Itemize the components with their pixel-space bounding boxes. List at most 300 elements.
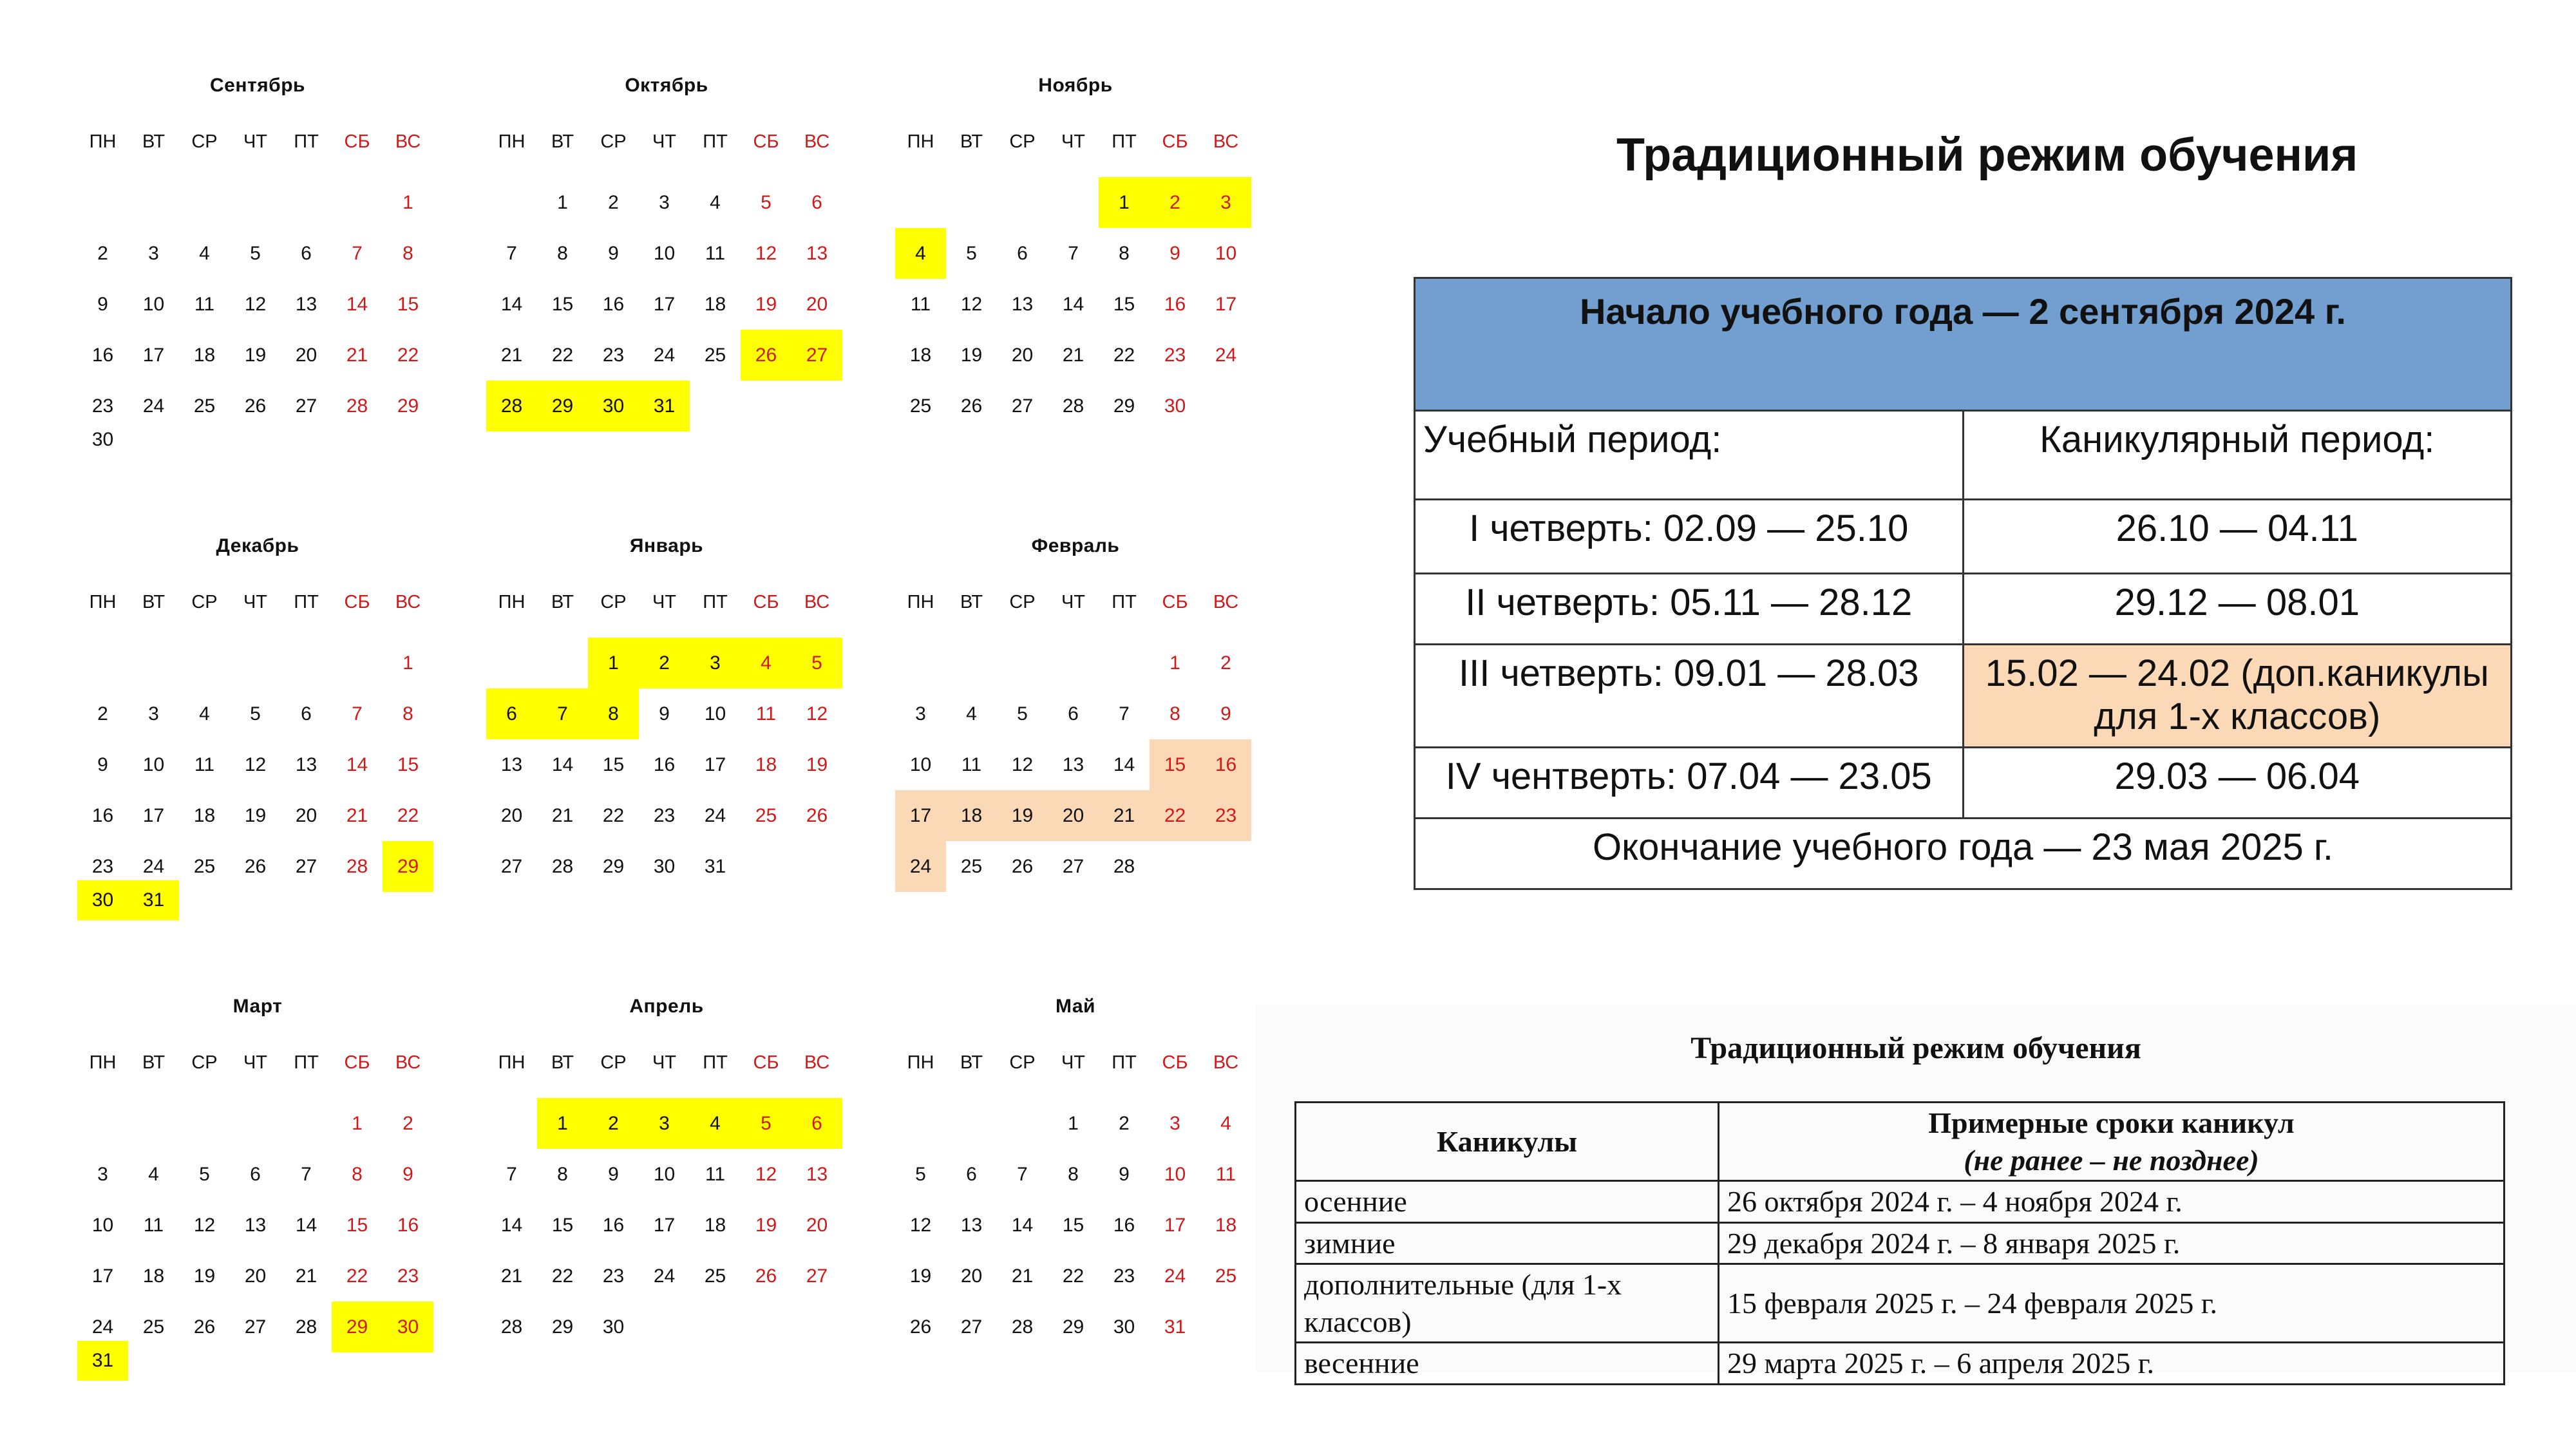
calendar-day: 25 <box>909 395 932 417</box>
calendar-day: 5 <box>915 1163 926 1185</box>
scan-row-dates: 29 марта 2025 г. – 6 апреля 2025 г. <box>1718 1343 2504 1385</box>
calendar-day: 11 <box>194 753 215 775</box>
calendar-day: 27 <box>960 1316 983 1338</box>
calendar-day: 16 <box>602 1214 625 1236</box>
calendar-day: 7 <box>301 1163 312 1185</box>
calendar-day: 12 <box>1011 753 1034 775</box>
calendar-day: 6 <box>1017 242 1028 264</box>
calendar-day: 3 <box>690 638 741 688</box>
calendar-day: 18 <box>946 790 997 841</box>
calendar-day: 23 <box>653 804 676 826</box>
calendar-day: 24 <box>142 395 165 417</box>
calendar-day: 21 <box>346 344 368 366</box>
calendar-day: 4 <box>895 228 946 279</box>
calendar-day: 16 <box>602 293 625 315</box>
calendar-day: 6 <box>301 242 312 264</box>
calendar-day: 27 <box>500 855 523 877</box>
scan-row <box>1296 1343 2505 1385</box>
calendar-day: 22 <box>551 1265 574 1287</box>
calendar-day: 15 <box>551 293 574 315</box>
calendar-day: 31 <box>639 381 690 431</box>
weekday-label: СБ <box>1162 131 1188 152</box>
calendar-day: 21 <box>500 1265 523 1287</box>
calendar-day: 11 <box>1215 1163 1236 1185</box>
calendar-day: 9 <box>97 753 108 775</box>
calendar-day: 17 <box>142 344 165 366</box>
calendar-day: 12 <box>755 1163 777 1185</box>
schedule-row <box>1415 748 2512 819</box>
calendar-day: 6 <box>1068 703 1079 724</box>
calendar-day: 21 <box>500 344 523 366</box>
calendar-day: 25 <box>755 804 777 826</box>
calendar-day: 13 <box>1011 293 1034 315</box>
holiday-3: 15.02 — 24.02 (доп.каникулы для 1-х классов) <box>1963 645 2512 748</box>
calendar-day: 4 <box>966 703 977 724</box>
weekday-label: ЧТ <box>243 591 268 612</box>
calendar-day: 22 <box>1113 344 1135 366</box>
calendar-day: 9 <box>1170 242 1180 264</box>
weekday-label: СБ <box>753 1052 779 1073</box>
calendar-day: 24 <box>1215 344 1237 366</box>
calendar-day: 13 <box>806 1163 828 1185</box>
calendar-day: 27 <box>1062 855 1084 877</box>
calendar-day: 1 <box>1170 652 1180 674</box>
calendar-day: 17 <box>653 293 676 315</box>
calendar-day: 27 <box>806 1265 828 1287</box>
calendar-day: 8 <box>402 242 413 264</box>
schedule-row <box>1415 574 2512 645</box>
month-title: Январь <box>629 535 704 556</box>
scan-row-name: весенние <box>1296 1343 1719 1385</box>
calendar-day: 7 <box>352 703 363 724</box>
calendar-day: 10 <box>142 293 165 315</box>
calendar-day: 19 <box>909 1265 932 1287</box>
calendar-day: 4 <box>710 191 721 213</box>
calendar-day: 27 <box>295 855 317 877</box>
month-title: Октябрь <box>625 75 708 96</box>
calendar-day: 4 <box>148 1163 159 1185</box>
weekday-label: ВТ <box>960 1052 983 1073</box>
calendar-day: 21 <box>551 804 574 826</box>
month-title: Март <box>232 996 283 1017</box>
calendar-day: 25 <box>704 1265 726 1287</box>
weekday-label: ЧТ <box>243 131 268 152</box>
schedule-footer-row <box>1415 819 2512 889</box>
calendar-day: 28 <box>295 1316 317 1338</box>
calendar-day: 29 <box>537 381 588 431</box>
calendar-day: 24 <box>653 344 676 366</box>
calendar-day: 16 <box>1164 293 1186 315</box>
calendar-day: 20 <box>1011 344 1034 366</box>
calendar-day: 28 <box>1113 855 1135 877</box>
calendar-day: 24 <box>704 804 726 826</box>
calendar-day: 13 <box>806 242 828 264</box>
calendar-day: 10 <box>142 753 165 775</box>
calendar-day: 1 <box>588 638 639 688</box>
calendar-day: 5 <box>791 638 842 688</box>
calendar-day: 6 <box>811 191 822 213</box>
calendar-day: 10 <box>909 753 932 775</box>
weekday-label: СР <box>600 131 627 152</box>
month-title: Февраль <box>1031 535 1120 556</box>
weekday-label: СБ <box>344 1052 370 1073</box>
calendar-day: 26 <box>806 804 828 826</box>
calendar-day: 11 <box>961 753 982 775</box>
calendar-day: 12 <box>244 753 267 775</box>
calendar-day: 19 <box>244 804 267 826</box>
calendar-day: 29 <box>551 1316 574 1338</box>
weekday-label: ПН <box>89 1052 117 1073</box>
calendar-day: 2 <box>97 703 108 724</box>
calendar-day: 11 <box>194 293 215 315</box>
weekday-label: ПН <box>89 131 117 152</box>
weekday-label: ПН <box>498 131 526 152</box>
weekday-label: ВТ <box>960 131 983 152</box>
calendar-day: 28 <box>346 855 368 877</box>
calendar-day: 18 <box>142 1265 165 1287</box>
calendar-day: 18 <box>1215 1214 1237 1236</box>
weekday-label: ПН <box>907 1052 934 1073</box>
calendar-day: 7 <box>537 688 588 739</box>
scan-title: Традиционный режим обучения <box>1690 1031 2141 1065</box>
calendar-day: 13 <box>295 293 317 315</box>
calendar-day: 2 <box>608 191 619 213</box>
calendar-day: 15 <box>551 1214 574 1236</box>
calendar-day: 22 <box>346 1265 368 1287</box>
calendar-day: 12 <box>806 703 828 724</box>
calendar-day: 11 <box>755 703 777 724</box>
scan-col-holidays: Каникулы <box>1296 1103 1719 1181</box>
calendar-day: 14 <box>1113 753 1135 775</box>
calendar-day: 7 <box>1068 242 1079 264</box>
calendar-day: 24 <box>1164 1265 1186 1287</box>
calendar-day: 29 <box>383 841 433 892</box>
calendar-day: 11 <box>910 293 931 315</box>
calendar-day: 23 <box>602 1265 625 1287</box>
calendar-day: 31 <box>704 855 726 877</box>
calendar-day: 14 <box>346 293 368 315</box>
calendar-day: 3 <box>148 703 159 724</box>
calendar-day: 15 <box>1062 1214 1084 1236</box>
calendar-day: 22 <box>551 344 574 366</box>
calendar-day: 19 <box>806 753 828 775</box>
calendar-day: 16 <box>1200 739 1251 790</box>
weekday-label: ПТ <box>294 591 319 612</box>
calendar-day: 10 <box>653 1163 676 1185</box>
weekday-label: ПТ <box>1112 1052 1137 1073</box>
calendar-day: 15 <box>1150 739 1200 790</box>
calendar-day: 31 <box>1164 1316 1186 1338</box>
weekday-label: СР <box>191 591 218 612</box>
calendar-day: 13 <box>244 1214 267 1236</box>
calendar-day: 1 <box>557 191 568 213</box>
calendar-day: 1 <box>1068 1112 1079 1134</box>
calendar-day: 5 <box>966 242 977 264</box>
calendar-day: 1 <box>1099 177 1150 228</box>
month-4 <box>77 531 438 931</box>
calendar-day: 8 <box>588 688 639 739</box>
calendar-day: 15 <box>346 1214 368 1236</box>
weekday-label: ПТ <box>294 1052 319 1073</box>
calendar-day: 4 <box>199 242 210 264</box>
calendar-day: 3 <box>148 242 159 264</box>
scan-col-dates <box>1718 1103 2504 1181</box>
calendar-day: 17 <box>653 1214 676 1236</box>
holiday-4: 29.03 — 06.04 <box>1963 748 2512 819</box>
calendar-day: 17 <box>1164 1214 1186 1236</box>
calendar-day: 15 <box>1113 293 1135 315</box>
calendar-day: 15 <box>397 753 419 775</box>
calendar-day: 8 <box>1170 703 1180 724</box>
calendar-day: 14 <box>1062 293 1084 315</box>
calendar-day: 19 <box>193 1265 216 1287</box>
scan-col-dates-title: Примерные сроки каникул <box>1928 1106 2295 1139</box>
calendar-day: 20 <box>1048 790 1099 841</box>
calendar-day: 9 <box>402 1163 413 1185</box>
calendar-day: 31 <box>77 1341 128 1381</box>
weekday-label: ПТ <box>703 1052 728 1073</box>
weekday-label: ПТ <box>703 591 728 612</box>
calendar-day: 1 <box>402 652 413 674</box>
weekday-label: ЧТ <box>652 591 677 612</box>
weekday-label: ВС <box>804 591 830 612</box>
calendar-day: 18 <box>909 344 932 366</box>
calendar-day: 22 <box>1150 790 1200 841</box>
month-title: Сентябрь <box>210 75 305 96</box>
calendar-day: 19 <box>997 790 1048 841</box>
weekday-label: ЧТ <box>243 1052 268 1073</box>
calendar-day: 6 <box>791 1098 842 1149</box>
calendar-day: 24 <box>91 1316 114 1338</box>
weekday-label: ВС <box>804 1052 830 1073</box>
weekday-label: СР <box>191 1052 218 1073</box>
scan-row-name: зимние <box>1296 1222 1719 1264</box>
calendar-day: 12 <box>909 1214 932 1236</box>
calendar-day: 1 <box>352 1112 363 1134</box>
weekday-label: ВС <box>1213 131 1239 152</box>
school-year-end: Окончание учебного года — 23 мая 2025 г. <box>1415 819 2512 889</box>
calendar-day: 25 <box>704 344 726 366</box>
calendar-day: 21 <box>346 804 368 826</box>
calendar-day: 17 <box>1215 293 1237 315</box>
calendar-day: 28 <box>486 381 537 431</box>
calendar-day: 14 <box>295 1214 317 1236</box>
calendar-day: 10 <box>1215 242 1237 264</box>
calendar-day: 20 <box>960 1265 983 1287</box>
month-title: Ноябрь <box>1038 75 1113 96</box>
scan-header-row <box>1296 1103 2505 1181</box>
calendar-day: 30 <box>602 1316 625 1338</box>
calendar-day: 28 <box>1062 395 1084 417</box>
calendar-day: 26 <box>1011 855 1034 877</box>
calendar-day: 14 <box>500 293 523 315</box>
month-title: Апрель <box>629 996 704 1017</box>
calendar-day: 21 <box>1011 1265 1034 1287</box>
calendar-day: 20 <box>806 293 828 315</box>
calendar-day: 30 <box>653 855 676 877</box>
holiday-2: 29.12 — 08.01 <box>1963 574 2512 645</box>
school-year-start: Начало учебного года — 2 сентября 2024 г. <box>1415 278 2512 411</box>
calendar-day: 7 <box>506 1163 517 1185</box>
weekday-label: ПТ <box>1112 131 1137 152</box>
calendar-day: 20 <box>806 1214 828 1236</box>
calendar-day: 12 <box>755 242 777 264</box>
calendar-day: 26 <box>909 1316 932 1338</box>
calendar-day: 26 <box>960 395 983 417</box>
calendar-day: 8 <box>402 703 413 724</box>
calendar-day: 7 <box>506 242 517 264</box>
calendar-day: 26 <box>755 1265 777 1287</box>
calendar-day: 2 <box>1220 652 1231 674</box>
scan-row <box>1296 1264 2505 1343</box>
calendar-day: 3 <box>639 1098 690 1149</box>
calendar-day: 3 <box>97 1163 108 1185</box>
weekday-label: ВТ <box>142 591 166 612</box>
calendar-day: 15 <box>602 753 625 775</box>
calendar-day: 14 <box>551 753 574 775</box>
calendar-day: 11 <box>705 242 726 264</box>
weekday-label: ПН <box>907 131 934 152</box>
scan-row <box>1296 1181 2505 1223</box>
calendar-day: 5 <box>761 191 772 213</box>
calendar-day: 1 <box>537 1098 588 1149</box>
month-5 <box>486 531 847 931</box>
calendar-day: 7 <box>352 242 363 264</box>
calendar-day: 12 <box>193 1214 216 1236</box>
calendar-day: 10 <box>1164 1163 1186 1185</box>
calendar-day: 21 <box>295 1265 317 1287</box>
calendar-day: 22 <box>602 804 625 826</box>
calendar-day: 24 <box>653 1265 676 1287</box>
weekday-label: СБ <box>1162 591 1188 612</box>
calendar-day: 18 <box>704 1214 726 1236</box>
calendar-day: 9 <box>659 703 670 724</box>
calendar-day: 24 <box>895 841 946 892</box>
calendar-day: 26 <box>193 1316 216 1338</box>
weekday-label: ВТ <box>551 131 574 152</box>
calendar-day: 23 <box>397 1265 419 1287</box>
calendar-day: 20 <box>295 344 317 366</box>
calendar-day: 23 <box>1113 1265 1135 1287</box>
calendar-day: 2 <box>97 242 108 264</box>
calendar-day: 6 <box>250 1163 261 1185</box>
calendar-day: 15 <box>397 293 419 315</box>
calendar-day: 25 <box>193 395 216 417</box>
schedule-header-row <box>1415 278 2512 411</box>
calendar-day: 10 <box>91 1214 114 1236</box>
calendar-day: 13 <box>960 1214 983 1236</box>
scan-row-dates: 15 февраля 2025 г. – 24 февраля 2025 г. <box>1718 1264 2504 1343</box>
weekday-label: ПТ <box>294 131 319 152</box>
calendar-day: 16 <box>653 753 676 775</box>
schedule-columns-row <box>1415 411 2512 500</box>
weekday-label: ВС <box>395 591 421 612</box>
calendar-day: 17 <box>895 790 946 841</box>
calendar-day: 9 <box>97 293 108 315</box>
calendar-day: 28 <box>551 855 574 877</box>
calendar-day: 19 <box>244 344 267 366</box>
calendar-day: 12 <box>960 293 983 315</box>
calendar-day: 8 <box>352 1163 363 1185</box>
weekday-label: СБ <box>344 591 370 612</box>
calendar-day: 3 <box>1170 1112 1180 1134</box>
calendar-day: 25 <box>193 855 216 877</box>
schedule-row <box>1415 645 2512 748</box>
calendar-day: 29 <box>332 1302 383 1352</box>
calendar-day: 28 <box>500 1316 523 1338</box>
scan-row-name: дополнительные (для 1-х классов) <box>1296 1264 1719 1343</box>
page-title: Традиционный режим обучения <box>1616 129 2358 181</box>
quarter-2: II четверть: 05.11 — 28.12 <box>1415 574 1964 645</box>
weekday-label: ЧТ <box>652 1052 677 1073</box>
scan-row-dates: 26 октября 2024 г. – 4 ноября 2024 г. <box>1718 1181 2504 1223</box>
calendar-day: 13 <box>295 753 317 775</box>
calendar-day: 8 <box>557 1163 568 1185</box>
study-period-header: Учебный период: <box>1415 411 1964 500</box>
calendar-day: 11 <box>143 1214 164 1236</box>
weekday-label: ПН <box>89 591 117 612</box>
calendar-day: 13 <box>1062 753 1084 775</box>
weekday-label: ПТ <box>1112 591 1137 612</box>
calendar-day: 23 <box>1200 790 1251 841</box>
calendar-day: 2 <box>1150 177 1200 228</box>
month-1 <box>77 71 438 470</box>
calendar-day: 17 <box>91 1265 114 1287</box>
weekday-label: ЧТ <box>652 131 677 152</box>
month-2 <box>486 71 847 470</box>
month-9 <box>895 992 1256 1391</box>
month-title: Май <box>1056 996 1095 1017</box>
calendar-day: 3 <box>915 703 926 724</box>
calendar-day: 5 <box>1017 703 1028 724</box>
calendar-day: 17 <box>704 753 726 775</box>
calendar-day: 20 <box>500 804 523 826</box>
calendar-day: 5 <box>199 1163 210 1185</box>
weekday-label: СР <box>191 131 218 152</box>
calendar-day: 17 <box>142 804 165 826</box>
calendar-day: 6 <box>966 1163 977 1185</box>
calendar-day: 29 <box>397 395 419 417</box>
calendar-day: 25 <box>960 855 983 877</box>
calendar-day: 27 <box>1011 395 1034 417</box>
calendar-day: 26 <box>244 395 267 417</box>
calendar-day: 30 <box>1113 1316 1135 1338</box>
calendar-day: 2 <box>402 1112 413 1134</box>
calendar-day: 2 <box>1119 1112 1130 1134</box>
calendar-day: 6 <box>301 703 312 724</box>
calendar-day: 5 <box>741 1098 791 1149</box>
calendar-day: 3 <box>659 191 670 213</box>
calendar-day: 2 <box>639 638 690 688</box>
calendar-day: 18 <box>193 344 216 366</box>
weekday-label: ВС <box>395 131 421 152</box>
calendar-day: 22 <box>397 344 419 366</box>
calendar-day: 18 <box>193 804 216 826</box>
calendar-day: 21 <box>1062 344 1084 366</box>
calendar-day: 29 <box>602 855 625 877</box>
weekday-label: СБ <box>344 131 370 152</box>
calendar-day: 25 <box>142 1316 165 1338</box>
calendar-day: 1 <box>402 191 413 213</box>
calendar-day: 4 <box>690 1098 741 1149</box>
weekday-label: ПН <box>907 591 934 612</box>
calendar-day: 27 <box>244 1316 267 1338</box>
month-title: Декабрь <box>216 535 299 556</box>
calendar-day: 8 <box>1119 242 1130 264</box>
calendar-day: 23 <box>91 395 114 417</box>
calendar-day: 18 <box>755 753 777 775</box>
calendar-day: 14 <box>1011 1214 1034 1236</box>
